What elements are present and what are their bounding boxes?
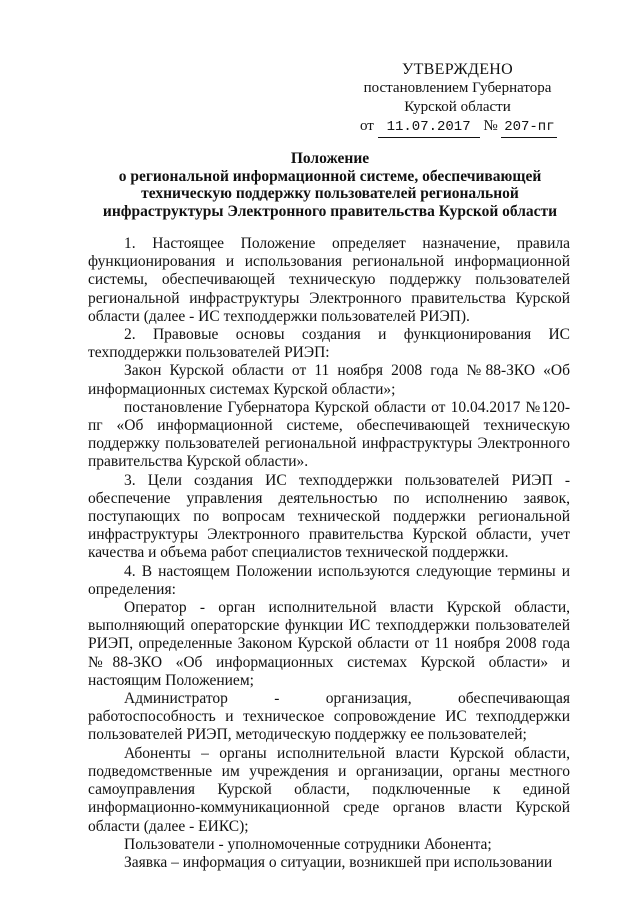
- title-line-4: инфраструктуры Электронного правительства Курской области: [102, 202, 558, 220]
- approval-heading: УТВЕРЖДЕНО: [401, 61, 513, 78]
- document-body: [88, 235, 570, 872]
- title-line-3: техническую поддержку пользователей региональной: [141, 185, 519, 202]
- approval-number: 207-пг: [501, 118, 557, 138]
- date-prefix: от: [360, 118, 374, 134]
- paragraph-5: 3. Цели создания ИС техподдержки пользователей РИЭП - обеспечение управления деятельностью по исполнению заявок, поступающих по вопросам технической поддержки региональной инфраструктуры Электронного правительства Курской области, учет качества и объема работ специалистов технической поддержки.: [88, 471, 570, 562]
- paragraph-9: Абоненты – органы исполнительной власти Курской области, подведомственные им учреждения и организации, органы местного самоуправления Курской области, подключенные к единой информационно-коммуникационной среде органов власти Курской области (далее - ЕИКС);: [88, 744, 570, 835]
- paragraph-2: 2. Правовые основы создания и функционирования ИС техподдержки пользователей РИЭП:: [88, 326, 570, 362]
- number-prefix: №: [483, 118, 498, 134]
- title-line-1: Положение: [290, 150, 370, 167]
- document-title: [85, 150, 575, 220]
- paragraph-11: Заявка – информация о ситуации, возникшей при использовании: [124, 853, 553, 871]
- approval-stamp: [350, 60, 565, 138]
- approval-line-2: Курской области: [404, 99, 511, 115]
- paragraph-3: Закон Курской области от 11 ноября 2008 года №88-ЗКО «Об информационных системах Курской области»;: [88, 362, 570, 398]
- title-line-2: о региональной информационной системе, обеспечивающей: [118, 167, 542, 185]
- approval-date-line: [360, 117, 565, 138]
- approval-line-1: постановлением Губернатора: [363, 80, 552, 96]
- paragraph-1: 1. Настоящее Положение определяет назначение, правила функционирования и использования региональной информационной системы, обеспечивающей техническую поддержку пользователей региональной инфраструктуры Электронного правительства Курской области (далее - ИС техподдержки пользователей РИЭП).: [88, 235, 570, 325]
- approval-date: 11.07.2017: [378, 118, 480, 138]
- paragraph-6: 4. В настоящем Положении используются следующие термины и определения:: [88, 562, 570, 598]
- paragraph-10: Пользователи - уполномоченные сотрудники Абонента;: [124, 835, 492, 853]
- paragraph-4: постановление Губернатора Курской области от 10.04.2017 №120-пг «Об информационной системе, обеспечивающей техническую поддержку пользователей региональной инфраструктуры Электронного правительства Курской области».: [88, 398, 570, 471]
- paragraph-7: Оператор - орган исполнительной власти Курской области, выполняющий операторские функции ИС техподдержки пользователей РИЭП, определенные Законом Курской области от 11 ноября 2008 года №88-ЗКО «Об информационных системах Курской области» и настоящим Положением;: [88, 599, 570, 689]
- paragraph-8: Администратор - организация, обеспечивающая работоспособность и техническое сопровождение ИС техподдержки пользователей РИЭП, методическую поддержку ее пользователей;: [88, 690, 570, 744]
